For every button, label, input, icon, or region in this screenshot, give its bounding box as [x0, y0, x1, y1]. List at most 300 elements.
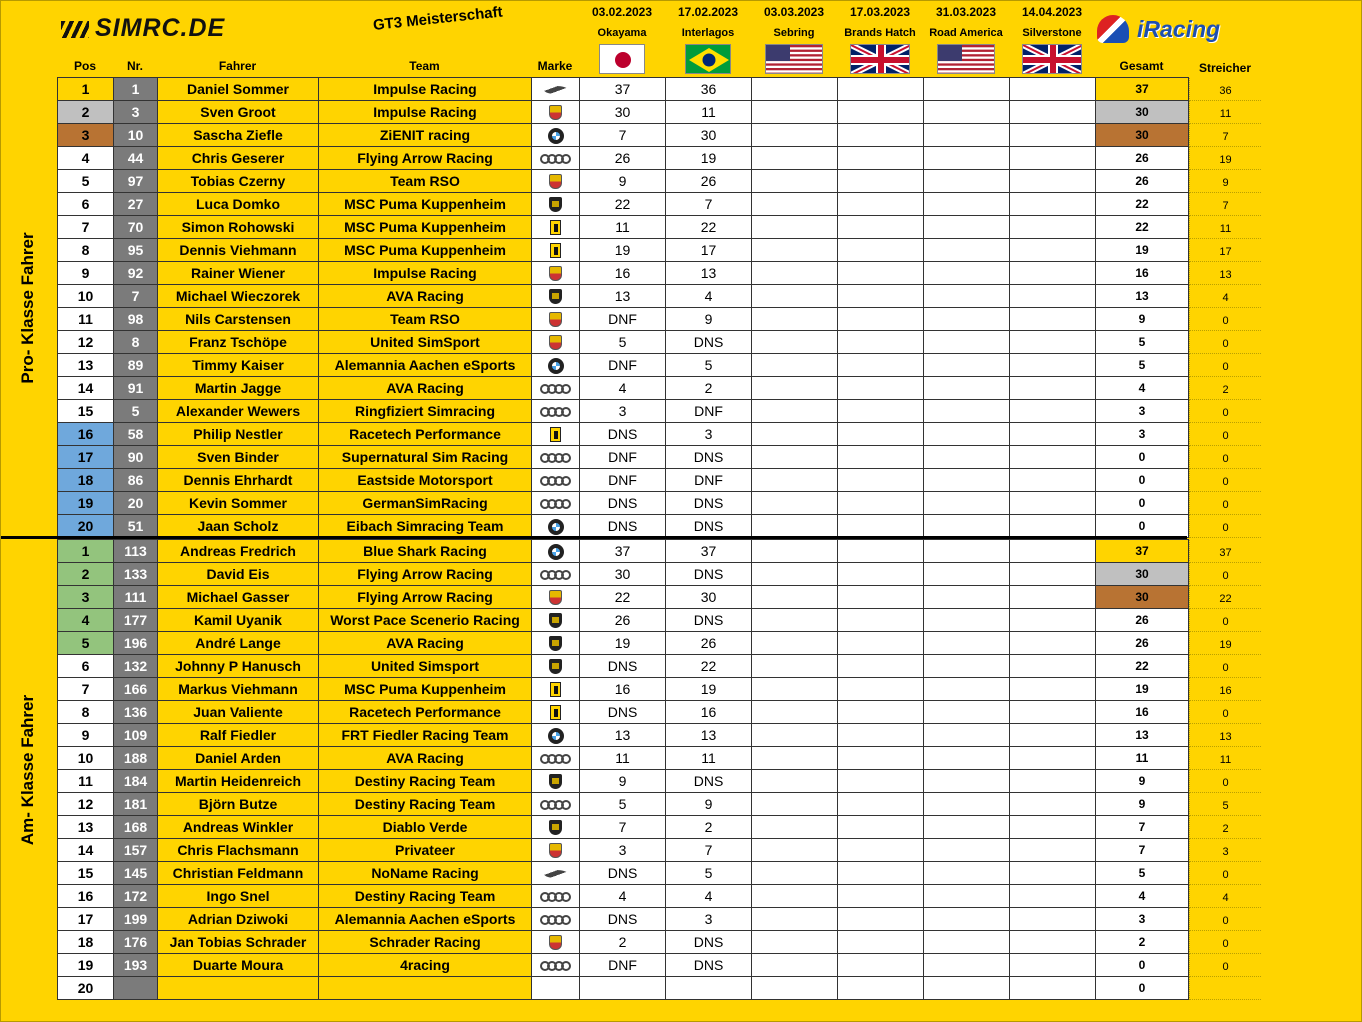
ferrari-icon: [550, 427, 561, 442]
race-4-result: [838, 908, 924, 931]
total-points-cell: 16: [1096, 701, 1189, 724]
standings-row: [58, 239, 1189, 262]
audi-icon: [540, 407, 572, 417]
race-2-result: DNS: [666, 492, 752, 515]
driver-cell: Chris Geserer: [158, 147, 319, 170]
race-2-result: DNF: [666, 400, 752, 423]
position-cell: 9: [58, 724, 114, 747]
race-4-result: [838, 816, 924, 839]
position-cell: 6: [58, 193, 114, 216]
driver-cell: Sascha Ziefle: [158, 124, 319, 147]
car-number-cell: 172: [114, 885, 158, 908]
total-points-cell: 2: [1096, 931, 1189, 954]
race-track-3: Sebring: [773, 27, 815, 39]
race-4-result: [838, 124, 924, 147]
discard-cell: 4: [1189, 885, 1261, 908]
team-cell: 4racing: [319, 954, 532, 977]
total-points-cell: 9: [1096, 308, 1189, 331]
lamborghini-icon: [549, 613, 562, 628]
team-cell: MSC Puma Kuppenheim: [319, 239, 532, 262]
race-3-result: [752, 793, 838, 816]
position-cell: 11: [58, 770, 114, 793]
race-6-result: [1010, 954, 1096, 977]
race-2-result: DNS: [666, 563, 752, 586]
race-1-result: 3: [580, 400, 666, 423]
race-6-result: [1010, 400, 1096, 423]
audi-icon: [540, 892, 572, 902]
race-3-result: [752, 285, 838, 308]
race-2-result: [666, 977, 752, 1000]
brand-cell: [532, 793, 580, 816]
race-2-result: 2: [666, 377, 752, 400]
audi-icon: [540, 453, 572, 463]
race-4-result: [838, 632, 924, 655]
lamborghini-icon: [549, 820, 562, 835]
race-6-result: [1010, 354, 1096, 377]
race-track-5: Road America: [929, 27, 1003, 39]
race-6-result: [1010, 446, 1096, 469]
race-4-result: [838, 540, 924, 563]
standings-row: [58, 400, 1189, 423]
race-1-result: 11: [580, 747, 666, 770]
race-3-result: [752, 308, 838, 331]
driver-cell: Christian Feldmann: [158, 862, 319, 885]
discard-cell: 0: [1189, 954, 1261, 977]
race-2-result: 7: [666, 193, 752, 216]
driver-cell: Simon Rohowski: [158, 216, 319, 239]
team-cell: AVA Racing: [319, 632, 532, 655]
discard-cell: 0: [1189, 563, 1261, 586]
discard-cell: 5: [1189, 793, 1261, 816]
discard-cell: 4: [1189, 285, 1261, 308]
team-cell: Impulse Racing: [319, 262, 532, 285]
lamborghini-icon: [549, 289, 562, 304]
brand-cell: [532, 147, 580, 170]
race-2-result: 30: [666, 124, 752, 147]
col-total-header: Gesamt: [1119, 59, 1164, 73]
position-cell: 3: [58, 586, 114, 609]
standings-row: [58, 354, 1189, 377]
position-cell: 14: [58, 377, 114, 400]
car-number-cell: 136: [114, 701, 158, 724]
race-date-5: 31.03.2023: [935, 5, 997, 19]
car-number-cell: 113: [114, 540, 158, 563]
lamborghini-icon: [549, 774, 562, 789]
race-4-result: [838, 354, 924, 377]
race-6-result: [1010, 609, 1096, 632]
race-2-result: DNS: [666, 331, 752, 354]
race-5-result: [924, 724, 1010, 747]
standings-row: [58, 78, 1189, 101]
position-cell: 12: [58, 793, 114, 816]
car-number-cell: 157: [114, 839, 158, 862]
race-4-result: [838, 262, 924, 285]
race-4-result: [838, 78, 924, 101]
team-cell: Impulse Racing: [319, 78, 532, 101]
race-4-result: [838, 170, 924, 193]
race-1-result: 37: [580, 78, 666, 101]
race-5-result: [924, 701, 1010, 724]
total-points-cell: 37: [1096, 540, 1189, 563]
discard-cell: 19: [1189, 147, 1261, 170]
discard-cell: 13: [1189, 262, 1261, 285]
total-points-cell: 22: [1096, 216, 1189, 239]
race-5-result: [924, 239, 1010, 262]
race-1-result: DNF: [580, 308, 666, 331]
team-cell: ZiENIT racing: [319, 124, 532, 147]
position-cell: 1: [58, 78, 114, 101]
race-1-result: DNS: [580, 862, 666, 885]
standings-row: [58, 446, 1189, 469]
race-date-3: 03.03.2023: [763, 5, 825, 19]
driver-cell: Nils Carstensen: [158, 308, 319, 331]
race-5-result: [924, 563, 1010, 586]
car-number-cell: 95: [114, 239, 158, 262]
standings-row: [58, 862, 1189, 885]
brand-cell: [532, 124, 580, 147]
standings-row: [58, 147, 1189, 170]
car-number-cell: 51: [114, 515, 158, 538]
race-2-result: DNF: [666, 469, 752, 492]
race-6-result: [1010, 770, 1096, 793]
race-3-result: [752, 193, 838, 216]
race-6-result: [1010, 285, 1096, 308]
car-number-cell: 3: [114, 101, 158, 124]
brand-cell: [532, 400, 580, 423]
standings-row: [58, 885, 1189, 908]
race-5-result: [924, 747, 1010, 770]
race-4-result: [838, 331, 924, 354]
race-5-result: [924, 632, 1010, 655]
car-number-cell: 133: [114, 563, 158, 586]
race-date-1: 03.02.2023: [591, 5, 653, 19]
race-6-result: [1010, 78, 1096, 101]
race-5-result: [924, 839, 1010, 862]
brand-cell: [532, 609, 580, 632]
race-3-result: [752, 492, 838, 515]
race-6-result: [1010, 377, 1096, 400]
race-5-result: [924, 285, 1010, 308]
col-driver-header: Fahrer: [218, 59, 257, 73]
race-1-result: 5: [580, 331, 666, 354]
driver-cell: Franz Tschöpe: [158, 331, 319, 354]
position-cell: 20: [58, 977, 114, 1000]
race-1-result: 22: [580, 586, 666, 609]
driver-cell: Adrian Dziwoki: [158, 908, 319, 931]
discard-cell: 0: [1189, 931, 1261, 954]
team-cell: Schrader Racing: [319, 931, 532, 954]
total-points-cell: 7: [1096, 839, 1189, 862]
standings-row: [58, 469, 1189, 492]
position-cell: 7: [58, 216, 114, 239]
team-cell: GermanSimRacing: [319, 492, 532, 515]
japan-flag-icon: [599, 44, 645, 74]
team-cell: AVA Racing: [319, 285, 532, 308]
audi-icon: [540, 800, 572, 810]
race-4-result: [838, 747, 924, 770]
discard-cell: 0: [1189, 469, 1261, 492]
position-cell: 9: [58, 262, 114, 285]
race-2-result: 3: [666, 908, 752, 931]
race-6-result: [1010, 469, 1096, 492]
race-3-result: [752, 586, 838, 609]
car-number-cell: 109: [114, 724, 158, 747]
race-4-result: [838, 954, 924, 977]
race-6-result: [1010, 492, 1096, 515]
race-5-result: [924, 216, 1010, 239]
lamborghini-icon: [549, 197, 562, 212]
position-cell: 16: [58, 885, 114, 908]
car-number-cell: [114, 977, 158, 1000]
audi-icon: [540, 499, 572, 509]
standings-row: [58, 908, 1189, 931]
driver-cell: Jan Tobias Schrader: [158, 931, 319, 954]
discard-cell: 0: [1189, 423, 1261, 446]
race-5-result: [924, 446, 1010, 469]
ferrari-icon: [550, 220, 561, 235]
col-pos-header: Pos: [73, 59, 96, 73]
race-2-result: 11: [666, 747, 752, 770]
team-cell: Diablo Verde: [319, 816, 532, 839]
race-3-result: [752, 78, 838, 101]
total-points-cell: 26: [1096, 632, 1189, 655]
team-cell: Flying Arrow Racing: [319, 147, 532, 170]
team-cell: Destiny Racing Team: [319, 885, 532, 908]
race-5-result: [924, 492, 1010, 515]
simrc-logo: SIMRC.DE: [61, 14, 225, 43]
car-number-cell: 188: [114, 747, 158, 770]
discard-cell: 11: [1189, 747, 1261, 770]
total-points-cell: 0: [1096, 492, 1189, 515]
col-brand-header: Marke: [537, 59, 573, 73]
race-track-1: Okayama: [597, 27, 647, 39]
race-4-result: [838, 285, 924, 308]
race-5-result: [924, 540, 1010, 563]
race-6-result: [1010, 423, 1096, 446]
col-discard-header: Streicher: [1198, 61, 1252, 75]
standings-row: [58, 262, 1189, 285]
usa-flag-icon: [765, 44, 823, 74]
race-1-result: 26: [580, 147, 666, 170]
car-number-cell: 1: [114, 78, 158, 101]
race-6-result: [1010, 563, 1096, 586]
driver-cell: Kamil Uyanik: [158, 609, 319, 632]
race-5-result: [924, 908, 1010, 931]
team-cell: Alemannia Aachen eSports: [319, 908, 532, 931]
car-number-cell: 8: [114, 331, 158, 354]
car-number-cell: 91: [114, 377, 158, 400]
race-3-result: [752, 354, 838, 377]
race-2-result: DNS: [666, 515, 752, 538]
race-5-result: [924, 331, 1010, 354]
race-2-result: DNS: [666, 609, 752, 632]
race-4-result: [838, 101, 924, 124]
position-cell: 19: [58, 492, 114, 515]
driver-cell: Dennis Viehmann: [158, 239, 319, 262]
race-6-result: [1010, 908, 1096, 931]
total-points-cell: 0: [1096, 469, 1189, 492]
race-3-result: [752, 632, 838, 655]
standings-row: [58, 816, 1189, 839]
race-2-result: 36: [666, 78, 752, 101]
driver-cell: Tobias Czerny: [158, 170, 319, 193]
iracing-logo: iRacing: [1095, 13, 1220, 45]
standings-row: [58, 678, 1189, 701]
driver-cell: Daniel Sommer: [158, 78, 319, 101]
discard-cell: 0: [1189, 701, 1261, 724]
race-1-result: 30: [580, 101, 666, 124]
race-2-result: 7: [666, 839, 752, 862]
car-number-cell: 97: [114, 170, 158, 193]
total-points-cell: 26: [1096, 609, 1189, 632]
race-2-result: 9: [666, 793, 752, 816]
race-4-result: [838, 492, 924, 515]
driver-cell: David Eis: [158, 563, 319, 586]
standings-row: [58, 170, 1189, 193]
position-cell: 13: [58, 816, 114, 839]
total-points-cell: 30: [1096, 563, 1189, 586]
brand-cell: [532, 540, 580, 563]
standings-row: [58, 124, 1189, 147]
driver-cell: Markus Viehmann: [158, 678, 319, 701]
position-cell: 11: [58, 308, 114, 331]
driver-cell: Philip Nestler: [158, 423, 319, 446]
porsche-icon: [549, 312, 562, 327]
race-6-result: [1010, 862, 1096, 885]
race-5-result: [924, 400, 1010, 423]
race-4-result: [838, 793, 924, 816]
race-3-result: [752, 563, 838, 586]
team-cell: NoName Racing: [319, 862, 532, 885]
race-4-result: [838, 216, 924, 239]
driver-cell: Andreas Fredrich: [158, 540, 319, 563]
bmw-icon: [548, 544, 564, 560]
driver-cell: Martin Jagge: [158, 377, 319, 400]
position-cell: 8: [58, 239, 114, 262]
race-5-result: [924, 469, 1010, 492]
audi-icon: [540, 961, 572, 971]
race-2-result: 30: [666, 586, 752, 609]
race-1-result: 37: [580, 540, 666, 563]
race-1-result: DNS: [580, 908, 666, 931]
race-6-result: [1010, 678, 1096, 701]
race-3-result: [752, 400, 838, 423]
race-1-result: 19: [580, 239, 666, 262]
total-points-cell: 22: [1096, 655, 1189, 678]
total-points-cell: 26: [1096, 170, 1189, 193]
discard-cell: 17: [1189, 239, 1261, 262]
bmw-icon: [548, 128, 564, 144]
brand-cell: [532, 977, 580, 1000]
race-4-result: [838, 377, 924, 400]
race-4-result: [838, 977, 924, 1000]
race-1-result: 16: [580, 678, 666, 701]
driver-cell: Andreas Winkler: [158, 816, 319, 839]
race-4-result: [838, 446, 924, 469]
race-5-result: [924, 770, 1010, 793]
brand-cell: [532, 931, 580, 954]
total-points-cell: 0: [1096, 446, 1189, 469]
position-cell: 2: [58, 101, 114, 124]
car-number-cell: 199: [114, 908, 158, 931]
race-6-result: [1010, 101, 1096, 124]
discard-cell: 19: [1189, 632, 1261, 655]
race-5-result: [924, 124, 1010, 147]
brand-cell: [532, 78, 580, 101]
brand-cell: [532, 492, 580, 515]
col-team-header: Team: [409, 59, 440, 73]
total-points-cell: 5: [1096, 862, 1189, 885]
team-cell: MSC Puma Kuppenheim: [319, 678, 532, 701]
race-date-6: 14.04.2023: [1021, 5, 1083, 19]
race-3-result: [752, 446, 838, 469]
car-number-cell: 10: [114, 124, 158, 147]
position-cell: 10: [58, 747, 114, 770]
race-4-result: [838, 678, 924, 701]
race-2-result: DNS: [666, 446, 752, 469]
race-4-result: [838, 147, 924, 170]
standings-row: [58, 724, 1189, 747]
race-1-result: 7: [580, 816, 666, 839]
race-1-result: 4: [580, 885, 666, 908]
race-5-result: [924, 423, 1010, 446]
driver-cell: Rainer Wiener: [158, 262, 319, 285]
driver-cell: Johnny P Hanusch: [158, 655, 319, 678]
race-5-result: [924, 101, 1010, 124]
porsche-icon: [549, 935, 562, 950]
team-cell: Destiny Racing Team: [319, 770, 532, 793]
brand-cell: [532, 816, 580, 839]
brand-cell: [532, 515, 580, 538]
brand-cell: [532, 308, 580, 331]
total-points-cell: 7: [1096, 816, 1189, 839]
standings-row: [58, 515, 1189, 538]
race-4-result: [838, 655, 924, 678]
standings-row: [58, 655, 1189, 678]
car-number-cell: 166: [114, 678, 158, 701]
race-4-result: [838, 423, 924, 446]
brand-cell: [532, 331, 580, 354]
position-cell: 6: [58, 655, 114, 678]
discard-cell: 7: [1189, 193, 1261, 216]
race-3-result: [752, 862, 838, 885]
race-4-result: [838, 308, 924, 331]
race-6-result: [1010, 793, 1096, 816]
race-6-result: [1010, 655, 1096, 678]
team-cell: Alemannia Aachen eSports: [319, 354, 532, 377]
standings-row: [58, 193, 1189, 216]
total-points-cell: 3: [1096, 400, 1189, 423]
driver-cell: Sven Binder: [158, 446, 319, 469]
discard-cell: 2: [1189, 816, 1261, 839]
brand-cell: [532, 678, 580, 701]
brand-cell: [532, 954, 580, 977]
race-5-result: [924, 262, 1010, 285]
total-points-cell: 30: [1096, 586, 1189, 609]
porsche-icon: [549, 335, 562, 350]
race-1-result: 19: [580, 632, 666, 655]
usa-flag-icon: [937, 44, 995, 74]
race-track-4: Brands Hatch: [844, 27, 916, 39]
brand-cell: [532, 377, 580, 400]
discard-cell: 7: [1189, 124, 1261, 147]
team-cell: Flying Arrow Racing: [319, 586, 532, 609]
race-6-result: [1010, 724, 1096, 747]
race-4-result: [838, 239, 924, 262]
driver-cell: Chris Flachsmann: [158, 839, 319, 862]
total-points-cell: 5: [1096, 354, 1189, 377]
race-2-result: 4: [666, 885, 752, 908]
